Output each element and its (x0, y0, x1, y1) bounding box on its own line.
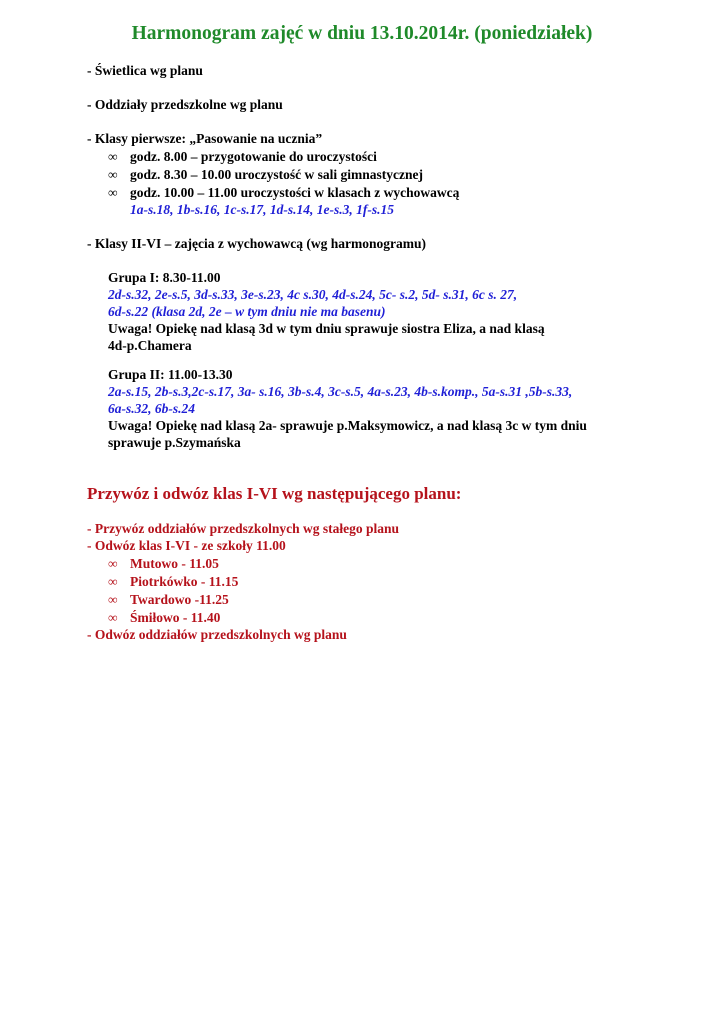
list-item: godz. 8.00 – przygotowanie do uroczystości (130, 149, 377, 164)
grupa-1-rooms: 6d-s.22 (klasa 2d, 2e – w tym dniu nie ma basenu) (108, 304, 386, 319)
grupa-2-rooms: 2a-s.15, 2b-s.3,2c-s.17, 3a- s.16, 3b-s.4, 3c-s.5, 4a-s.23, 4b-s.komp., 5a-s.31 ,5b-s.33, (108, 384, 573, 399)
grupa-2-label: Grupa II: 11.00-13.30 (108, 367, 233, 382)
list-item: Piotrkówko - 11.15 (130, 574, 239, 589)
list-item: Śmiłowo - 11.40 (130, 610, 221, 625)
grupa-1-note: Uwaga! Opiekę nad klasą 3d w tym dniu sprawuje siostra Eliza, a nad klasą (108, 321, 545, 336)
swietlica-line: - Świetlica wg planu (87, 63, 203, 78)
transport-line: - Przywóz oddziałów przedszkolnych wg stałego planu (87, 521, 399, 536)
transport-heading: Przywóz i odwóz klas I-VI wg następującego planu: (87, 484, 462, 503)
klasy-pierwsze-heading: - Klasy pierwsze: „Pasowanie na ucznia” (87, 131, 323, 146)
infinity-bullet-icon: ∞ (108, 610, 118, 625)
infinity-bullet-icon: ∞ (108, 556, 118, 571)
infinity-bullet-icon: ∞ (108, 185, 118, 200)
klasy-pierwsze-rooms: 1a-s.18, 1b-s.16, 1c-s.17, 1d-s.14, 1e-s.3, 1f-s.15 (130, 202, 394, 217)
list-item: godz. 8.30 – 10.00 uroczystość w sali gimnastycznej (130, 167, 423, 182)
infinity-bullet-icon: ∞ (108, 592, 118, 607)
grupa-1-label: Grupa I: 8.30-11.00 (108, 270, 221, 285)
list-item: Mutowo - 11.05 (130, 556, 219, 571)
grupa-1-rooms: 2d-s.32, 2e-s.5, 3d-s.33, 3e-s.23, 4c s.30, 4d-s.24, 5c- s.2, 5d- s.31, 6c s. 27, (108, 287, 518, 302)
list-item: godz. 10.00 – 11.00 uroczystości w klasach z wychowawcą (130, 185, 460, 200)
klasy-ii-vi-heading: - Klasy II-VI – zajęcia z wychowawcą (wg harmonogramu) (87, 236, 426, 251)
transport-line: - Odwóz oddziałów przedszkolnych wg planu (87, 627, 347, 642)
list-item: Twardowo -11.25 (130, 592, 229, 607)
transport-line: - Odwóz klas I-VI - ze szkoły 11.00 (87, 538, 286, 553)
oddzialy-line: - Oddziały przedszkolne wg planu (87, 97, 283, 112)
page-title: Harmonogram zajęć w dniu 13.10.2014r. (poniedziałek) (131, 23, 593, 44)
grupa-2-rooms: 6a-s.32, 6b-s.24 (108, 401, 195, 416)
infinity-bullet-icon: ∞ (108, 574, 118, 589)
grupa-2-note: sprawuje p.Szymańska (108, 435, 241, 450)
grupa-2-note: Uwaga! Opiekę nad klasą 2a- sprawuje p.Maksymowicz, a nad klasą 3c w tym dniu (108, 418, 587, 433)
grupa-1-note: 4d-p.Chamera (108, 338, 192, 353)
infinity-bullet-icon: ∞ (108, 149, 118, 164)
infinity-bullet-icon: ∞ (108, 167, 118, 182)
